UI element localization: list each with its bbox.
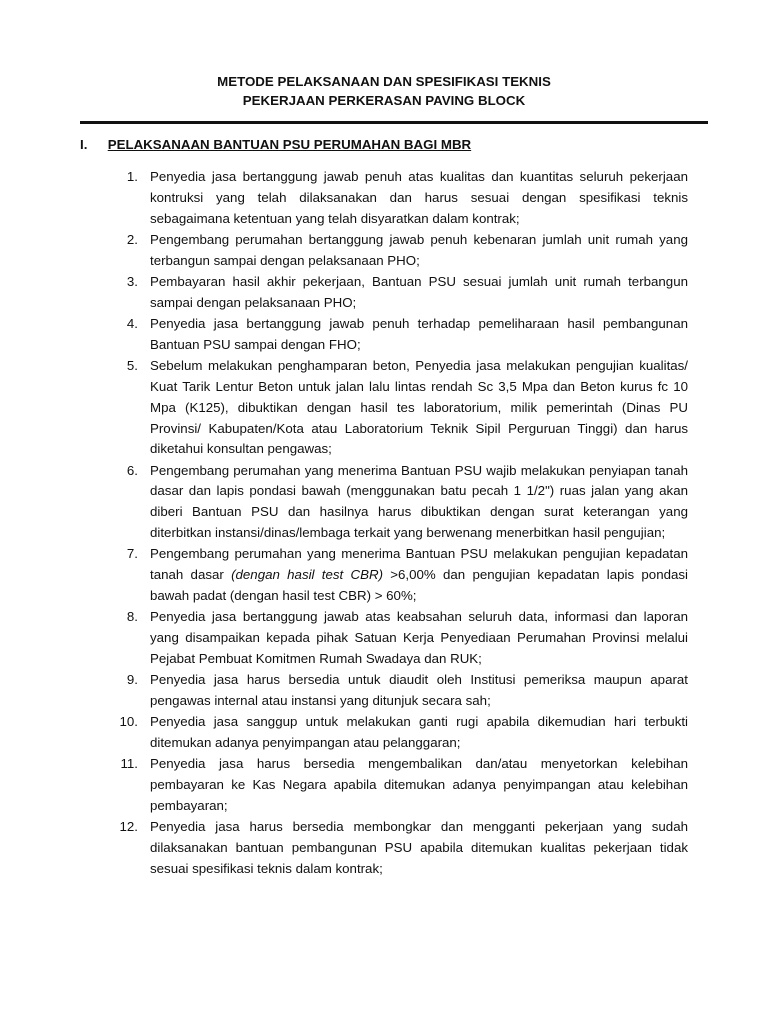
section-heading xyxy=(80,136,471,154)
list-item xyxy=(105,607,688,669)
requirements-list xyxy=(105,167,688,880)
item-number: 3. xyxy=(126,273,138,289)
item-number: 12. xyxy=(119,819,138,835)
list-item xyxy=(105,314,688,356)
item-number: 11. xyxy=(120,756,138,772)
document-subtitle: PEKERJAAN PERKERASAN PAVING BLOCK xyxy=(242,93,526,108)
item-number: 6. xyxy=(126,462,138,478)
section-title: PELAKSANAAN BANTUAN PSU PERUMAHAN BAGI MBR xyxy=(107,137,472,152)
item-text: Sebelum melakukan penghamparan beton, Penyedia jasa melakukan pengujian kualitas/ Kuat Tarik Lentur Beton untuk jalan lalu lintas rendah Sc 3,5 Mpa dan Beton kurus fc 10 Mpa (K125), dibuktikan dengan hasil tes laboratorium, milik pemerintah (Dinas PU Provinsi/ Kabupaten/Kota atau Laboratorium Teknik Sipil Perguruan Tinggi) dan harus diketahui konsultan pengawas; xyxy=(150,358,688,457)
item-text: Penyedia jasa sanggup untuk melakukan ganti rugi apabila dikemudian hari terbukti ditemukan adanya penyimpangan atau pelanggaran; xyxy=(150,714,688,751)
item-text-end: >6,00% dan pengujian kepadatan lapis pondasi bawah padat (dengan hasil test CBR) > 60%; xyxy=(150,567,688,603)
list-item xyxy=(105,356,688,460)
list-item xyxy=(105,712,688,754)
list-item xyxy=(105,230,688,272)
item-number: 7. xyxy=(126,546,138,562)
item-text-start: Pengembang perumahan yang menerima Bantuan PSU melakukan pengujian kepadatan tanah dasar xyxy=(150,546,688,583)
list-item xyxy=(105,544,688,606)
item-text: Penyedia jasa harus bersedia mengembalikan dan/atau menyetorkan kelebihan pembayaran ke Kas Negara apabila ditemukan adanya penyimpangan atau kelebihan pembayaran; xyxy=(150,756,688,813)
item-text: Penyedia jasa harus bersedia untuk diaudit oleh Institusi pemeriksa maupun aparat pengawas internal atau instansi yang ditunjuk secara sah; xyxy=(150,672,688,708)
item-number: 1. xyxy=(126,169,138,184)
list-item xyxy=(105,817,688,879)
document-header xyxy=(0,72,768,110)
item-number: 10. xyxy=(119,714,138,730)
list-item xyxy=(105,167,688,229)
list-item xyxy=(105,272,688,314)
list-item xyxy=(105,461,688,544)
item-number: 5. xyxy=(126,358,138,374)
item-number: 9. xyxy=(126,672,138,688)
item-text: Penyedia jasa harus bersedia membongkar dan mengganti pekerjaan yang sudah dilaksanakan bantuan pembangunan PSU apabila ditemukan kualitas pekerjaan tidak sesuai spesifikasi teknis dalam kontrak; xyxy=(150,819,688,876)
item-text: Penyedia jasa bertanggung jawab atas keabsahan seluruh data, informasi dan laporan yang disampaikan kepada pihak Satuan Kerja Penyediaan Perumahan Provinsi melalui Pejabat Pembuat Komitmen Rumah Swadaya dan RUK; xyxy=(150,609,688,666)
list-item xyxy=(105,670,688,712)
document-title: METODE PELAKSANAAN DAN SPESIFIKASI TEKNIS xyxy=(217,74,551,89)
item-text: Penyedia jasa bertanggung jawab penuh terhadap pemeliharaan hasil pembangunan Bantuan PSU sampai dengan FHO; xyxy=(150,316,688,352)
header-rule xyxy=(80,121,708,124)
item-text: Penyedia jasa bertanggung jawab penuh atas kualitas dan kuantitas seluruh pekerjaan kontruksi yang telah dilaksanakan dan harus sesuai dengan spesifikasi teknis sebagaimana ketentuan yang telah disyaratkan dalam kontrak; xyxy=(150,169,688,226)
item-number: 4. xyxy=(126,316,138,332)
item-text-italic: (dengan hasil test CBR) xyxy=(231,567,383,583)
item-text: Pembayaran hasil akhir pekerjaan, Bantuan PSU sesuai jumlah unit rumah terbangun sampai dengan pelaksanaan PHO; xyxy=(150,273,688,310)
section-number: I. xyxy=(80,137,88,152)
list-item xyxy=(105,754,688,816)
item-number: 2. xyxy=(126,231,138,247)
item-text: Pengembang perumahan yang menerima Bantuan PSU wajib melakukan penyiapan tanah dasar dan lapis pondasi bawah (menggunakan batu pecah 1 1/2") ruas jalan yang akan diberi Bantuan PSU dan hasilnya harus dibuktikan dengan surat keterangan yang diterbitkan instansi/dinas/lembaga terkait yang berwenang menerbitkan hasil pengujian; xyxy=(150,462,688,541)
item-number: 8. xyxy=(126,609,138,625)
item-text: Pengembang perumahan bertanggung jawab penuh kebenaran jumlah unit rumah yang terbangun sampai dengan pelaksanaan PHO; xyxy=(150,231,688,268)
